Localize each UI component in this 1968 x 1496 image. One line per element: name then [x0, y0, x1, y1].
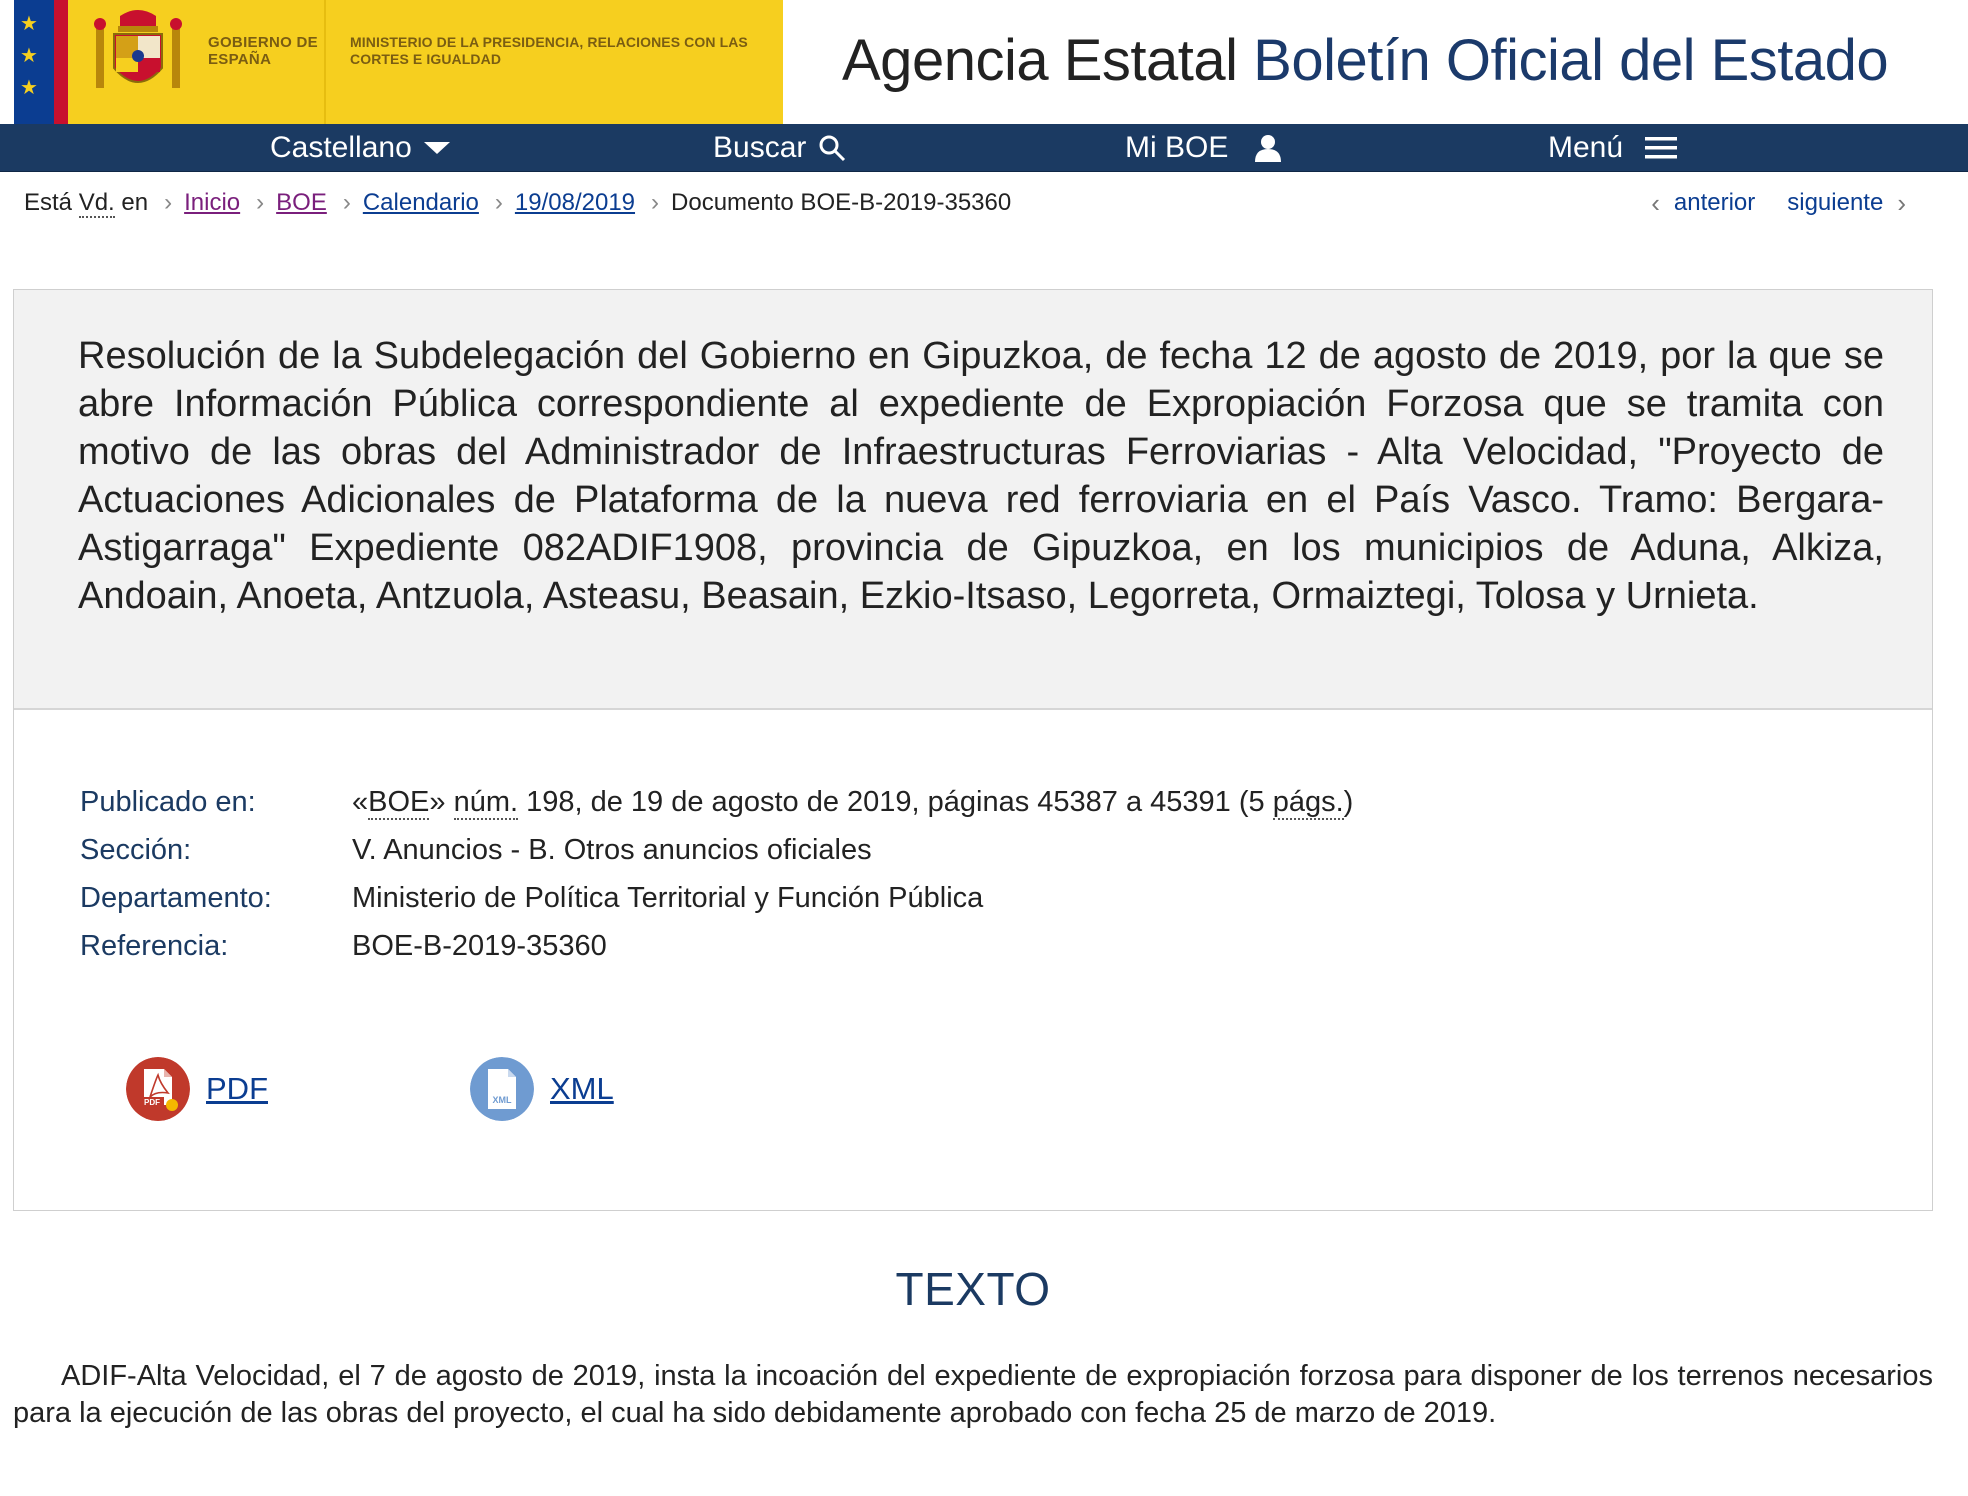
- chevron-left-icon[interactable]: ‹: [1651, 187, 1660, 218]
- document-pager: [1637, 186, 1920, 220]
- abbr-pags: págs.: [1272, 786, 1344, 818]
- spain-crest-icon: [90, 6, 186, 102]
- search-label: Buscar: [713, 131, 807, 164]
- agency-name: Boletín Oficial del Estado: [1253, 28, 1889, 93]
- government-banner[interactable]: [68, 0, 783, 124]
- pdf-badge-text: PDF: [144, 1098, 160, 1107]
- language-label: Castellano: [270, 131, 412, 164]
- xml-badge-text: XML: [492, 1095, 512, 1105]
- published-label: Publicado en:: [80, 786, 256, 818]
- breadcrumb-item-date[interactable]: 19/08/2019: [514, 189, 636, 216]
- chevron-right-icon[interactable]: ›: [1897, 187, 1906, 218]
- xml-link-label: XML: [550, 1071, 614, 1106]
- meta-row-department: [80, 874, 1353, 922]
- government-name: GOBIERNO DE ESPAÑA: [208, 34, 318, 68]
- banner-divider: [324, 0, 326, 124]
- breadcrumb: [24, 186, 1011, 220]
- menu-button[interactable]: [1548, 124, 1681, 172]
- user-icon: [1248, 134, 1288, 162]
- chevron-right-icon: ›: [164, 189, 173, 216]
- search-icon: [818, 134, 846, 162]
- search-button[interactable]: [713, 124, 846, 172]
- reference-label: Referencia:: [80, 930, 229, 962]
- pdf-download-link[interactable]: [126, 1057, 268, 1121]
- chevron-right-icon: ›: [494, 189, 503, 216]
- previous-link[interactable]: anterior: [1673, 189, 1756, 216]
- menu-label: Menú: [1548, 131, 1624, 164]
- xml-icon: [470, 1057, 534, 1121]
- abbr-boe: BOE: [368, 786, 430, 818]
- meta-row-reference: [80, 922, 1353, 970]
- breadcrumb-current: Documento BOE-B-2019-35360: [671, 189, 1012, 216]
- ministry-name: MINISTERIO DE LA PRESIDENCIA, RELACIONES CON LAS CORTES E IGUALDAD: [350, 34, 748, 67]
- text-section-title: TEXTO: [895, 1263, 1051, 1315]
- pdf-icon: [126, 1057, 190, 1121]
- caret-down-icon: [424, 140, 450, 156]
- abbr-vd: Vd.: [78, 189, 115, 216]
- breadcrumb-item-calendario[interactable]: Calendario: [362, 189, 479, 216]
- my-boe-label: Mi BOE: [1125, 131, 1229, 164]
- published-value: «BOE» núm. 198, de 19 de agosto de 2019, páginas 45387 a 45391 (5 págs.): [352, 786, 1354, 818]
- agency-prefix: Agencia Estatal: [842, 28, 1238, 93]
- meta-row-published: [80, 778, 1353, 826]
- breadcrumb-item-boe[interactable]: BOE: [276, 189, 327, 216]
- document-card: [13, 289, 1933, 1211]
- document-metadata: [80, 778, 1353, 970]
- language-selector[interactable]: [270, 124, 450, 172]
- xml-download-link[interactable]: [470, 1057, 614, 1121]
- document-title-area: [14, 290, 1932, 710]
- section-label: Sección:: [80, 834, 192, 866]
- reference-value: BOE-B-2019-35360: [352, 930, 607, 962]
- chevron-right-icon: ›: [256, 189, 265, 216]
- pdf-link-label: PDF: [206, 1071, 268, 1106]
- breadcrumb-item-inicio[interactable]: Inicio: [184, 189, 241, 216]
- department-value: Ministerio de Política Territorial y Función Pública: [352, 882, 984, 914]
- my-boe-button[interactable]: [1125, 124, 1288, 172]
- document-title: Resolución de la Subdelegación del Gobierno en Gipuzkoa, de fecha 12 de agosto de 2019, por la que se abre Información Pública correspondiente al expediente de Expropiación Forzosa que se tramita con motivo de las obras del Administrador de Infraestructuras Ferroviarias - Alta Velocidad, "Proyecto de Actuaciones Adicionales de Plataforma de la nueva red ferroviaria en el País Vasco. Tramo: Bergara-Astigarraga" Expediente 082ADIF1908, provincia de Gipuzkoa, en los municipios de Aduna, Alkiza, Andoain, Anoeta, Antzuola, Asteasu, Beasain, Ezkio-Itsaso, Legorreta, Ormaiztegi, Tolosa y Urnieta.: [78, 335, 1884, 617]
- chevron-right-icon: ›: [342, 189, 351, 216]
- department-label: Departamento:: [80, 882, 272, 914]
- chevron-right-icon: ›: [651, 189, 660, 216]
- abbr-num: núm.: [453, 786, 519, 818]
- meta-row-section: [80, 826, 1353, 874]
- site-title[interactable]: [842, 26, 1888, 96]
- hamburger-icon: [1641, 134, 1681, 162]
- section-value: V. Anuncios - B. Otros anuncios oficiales: [352, 834, 872, 866]
- main-nav: [0, 124, 1968, 172]
- next-link[interactable]: siguiente: [1787, 189, 1884, 216]
- body-paragraph: ADIF-Alta Velocidad, el 7 de agosto de 2019, insta la incoación del expediente de expropiación forzosa para disponer de los terrenos necesarios para la ejecución de las obras del proyecto, el cual ha sido debidamente aprobado con fecha 25 de marzo de 2019.: [13, 1360, 1933, 1429]
- site-header: [0, 0, 1968, 124]
- eu-flag-icon: ★ ★ ★: [14, 0, 68, 124]
- breadcrumb-prefix: Está Vd. en: [24, 189, 149, 216]
